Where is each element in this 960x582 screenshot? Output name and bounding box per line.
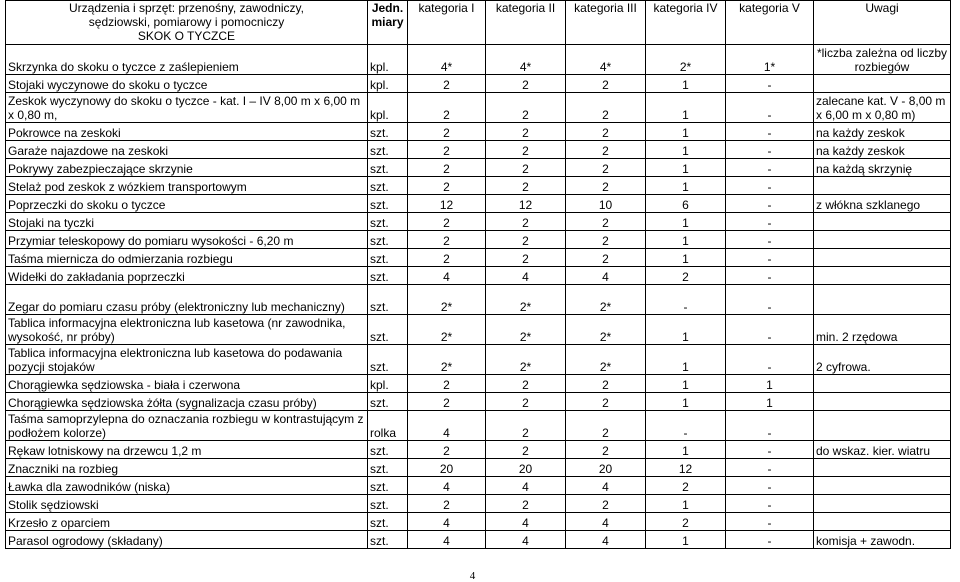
cat2-cell: 2: [486, 123, 566, 141]
cat1-cell: 4*: [408, 45, 486, 75]
notes-cell: *liczba zależna od liczby rozbiegów: [814, 45, 951, 75]
unit-cell: szt.: [368, 477, 408, 495]
cat1-cell: 4: [408, 477, 486, 495]
equipment-name: Stolik sędziowski: [6, 495, 368, 513]
notes-cell: na każdą skrzynię: [814, 159, 951, 177]
table-row: [6, 231, 951, 249]
cat1-cell: 2: [408, 375, 486, 393]
equipment-name: Stojaki wyczynowe do skoku o tyczce: [6, 75, 368, 93]
notes-cell: [814, 375, 951, 393]
notes-cell: [814, 75, 951, 93]
header-title-line1: Urządzenia i sprzęt: przenośny, zawodniczy,: [69, 1, 304, 15]
cat1-cell: 20: [408, 459, 486, 477]
notes-cell: [814, 285, 951, 315]
cat2-cell: 2: [486, 495, 566, 513]
equipment-name: Taśma miernicza do odmierzania rozbiegu: [6, 249, 368, 267]
notes-cell: [814, 477, 951, 495]
cat1-cell: 2*: [408, 315, 486, 345]
cat4-cell: 1: [646, 93, 726, 123]
unit-cell: szt.: [368, 285, 408, 315]
cat3-cell: 2: [566, 159, 646, 177]
cat1-cell: 2: [408, 159, 486, 177]
cat2-cell: 2: [486, 141, 566, 159]
cat3-cell: 2: [566, 93, 646, 123]
unit-cell: szt.: [368, 393, 408, 411]
cat5-cell: -: [726, 267, 814, 285]
page-number: 4: [469, 570, 476, 582]
cat3-cell: 10: [566, 195, 646, 213]
notes-cell: [814, 411, 951, 441]
cat3-cell: 4: [566, 267, 646, 285]
notes-cell: [814, 513, 951, 531]
equipment-name: Parasol ogrodowy (składany): [6, 531, 368, 549]
cat3-cell: 2: [566, 495, 646, 513]
unit-cell: szt.: [368, 231, 408, 249]
cat2-cell: 2: [486, 411, 566, 441]
cat4-cell: 2: [646, 477, 726, 495]
cat5-cell: -: [726, 141, 814, 159]
cat2-cell: 4: [486, 267, 566, 285]
equipment-name: Stelaż pod zeskok z wózkiem transportowym: [6, 177, 368, 195]
table-row: [6, 177, 951, 195]
cat3-cell: 2: [566, 441, 646, 459]
cat4-cell: 1: [646, 249, 726, 267]
cat2-cell: 2: [486, 75, 566, 93]
table-row: [6, 195, 951, 213]
equipment-name: Chorągiewka sędziowska żółta (sygnalizacja czasu próby): [6, 393, 368, 411]
notes-cell: zalecane kat. V - 8,00 m x 6,00 m x 0,80 m): [814, 93, 951, 123]
notes-cell: na każdy zeskok: [814, 141, 951, 159]
unit-cell: szt.: [368, 159, 408, 177]
table-row: [6, 495, 951, 513]
equipment-name: Przymiar teleskopowy do pomiaru wysokości - 6,20 m: [6, 231, 368, 249]
cat3-cell: 2: [566, 141, 646, 159]
header-cat3: kategoria III: [566, 1, 646, 45]
unit-cell: szt.: [368, 513, 408, 531]
table-row: [6, 123, 951, 141]
cat3-cell: 4: [566, 513, 646, 531]
cat1-cell: 2*: [408, 285, 486, 315]
equipment-name: Garaże najazdowe na zeskoki: [6, 141, 368, 159]
cat1-cell: 4: [408, 513, 486, 531]
unit-cell: szt.: [368, 123, 408, 141]
cat3-cell: 2: [566, 249, 646, 267]
cat3-cell: 4: [566, 531, 646, 549]
equipment-table: [5, 0, 951, 549]
cat1-cell: 2: [408, 393, 486, 411]
unit-cell: szt.: [368, 495, 408, 513]
equipment-name: Znaczniki na rozbieg: [6, 459, 368, 477]
notes-cell: z włókna szklanego: [814, 195, 951, 213]
cat1-cell: 2: [408, 231, 486, 249]
unit-cell: szt.: [368, 459, 408, 477]
table-row: [6, 411, 951, 441]
cat2-cell: 2*: [486, 285, 566, 315]
cat4-cell: 1: [646, 393, 726, 411]
table-row: [6, 267, 951, 285]
cat4-cell: 2: [646, 267, 726, 285]
table-row: [6, 213, 951, 231]
unit-cell: kpl.: [368, 75, 408, 93]
table-row: [6, 141, 951, 159]
unit-cell: szt.: [368, 315, 408, 345]
cat5-cell: -: [726, 513, 814, 531]
cat2-cell: 2*: [486, 315, 566, 345]
notes-cell: [814, 495, 951, 513]
cat5-cell: -: [726, 411, 814, 441]
cat5-cell: -: [726, 315, 814, 345]
equipment-name: Tablica informacyjna elektroniczna lub kasetowa do podawania pozycji stojaków: [6, 345, 368, 375]
cat4-cell: 6: [646, 195, 726, 213]
cat1-cell: 2: [408, 177, 486, 195]
cat2-cell: 2: [486, 231, 566, 249]
header-equipment: [6, 1, 368, 45]
cat5-cell: -: [726, 345, 814, 375]
cat5-cell: -: [726, 213, 814, 231]
unit-cell: kpl.: [368, 375, 408, 393]
cat2-cell: 2: [486, 441, 566, 459]
cat4-cell: -: [646, 411, 726, 441]
cat2-cell: 2: [486, 249, 566, 267]
cat4-cell: 2*: [646, 45, 726, 75]
equipment-name: Pokrowce na zeskoki: [6, 123, 368, 141]
header-notes: Uwagi: [814, 1, 951, 45]
cat2-cell: 12: [486, 195, 566, 213]
cat4-cell: 1: [646, 495, 726, 513]
cat4-cell: 1: [646, 345, 726, 375]
cat3-cell: 2: [566, 393, 646, 411]
header-row: [6, 1, 951, 45]
cat4-cell: 1: [646, 441, 726, 459]
cat3-cell: 2: [566, 231, 646, 249]
cat1-cell: 2: [408, 213, 486, 231]
cat2-cell: 2: [486, 213, 566, 231]
cat3-cell: 2: [566, 375, 646, 393]
cat1-cell: 2: [408, 495, 486, 513]
cat4-cell: 1: [646, 213, 726, 231]
header-section-title: SKOK O TYCZCE: [137, 29, 236, 43]
notes-cell: [814, 267, 951, 285]
header-cat1: kategoria I: [408, 1, 486, 45]
unit-cell: kpl.: [368, 45, 408, 75]
cat3-cell: 2: [566, 123, 646, 141]
cat1-cell: 4: [408, 411, 486, 441]
cat5-cell: -: [726, 231, 814, 249]
notes-cell: [814, 177, 951, 195]
cat1-cell: 12: [408, 195, 486, 213]
cat1-cell: 4: [408, 531, 486, 549]
notes-cell: na każdy zeskok: [814, 123, 951, 141]
equipment-name: Taśma samoprzylepna do oznaczania rozbiegu w kontrastującym z podłożem kolorze): [6, 411, 368, 441]
cat4-cell: 1: [646, 375, 726, 393]
cat2-cell: 4: [486, 513, 566, 531]
cat3-cell: 2: [566, 177, 646, 195]
cat4-cell: 1: [646, 75, 726, 93]
equipment-name: Ławka dla zawodników (niska): [6, 477, 368, 495]
cat3-cell: 2: [566, 411, 646, 441]
cat5-cell: -: [726, 177, 814, 195]
cat4-cell: 1: [646, 159, 726, 177]
cat5-cell: -: [726, 159, 814, 177]
cat1-cell: 2*: [408, 345, 486, 375]
cat3-cell: 4*: [566, 45, 646, 75]
notes-cell: [814, 393, 951, 411]
cat1-cell: 2: [408, 75, 486, 93]
cat3-cell: 2*: [566, 315, 646, 345]
cat3-cell: 20: [566, 459, 646, 477]
notes-cell: [814, 459, 951, 477]
cat1-cell: 2: [408, 93, 486, 123]
notes-cell: [814, 249, 951, 267]
header-cat2: kategoria II: [486, 1, 566, 45]
cat5-cell: 1: [726, 393, 814, 411]
equipment-name: Chorągiewka sędziowska - biała i czerwona: [6, 375, 368, 393]
header-title-line2: sędziowski, pomiarowy i pomocniczy: [88, 15, 285, 29]
notes-cell: komisja + zawodn.: [814, 531, 951, 549]
equipment-name: Skrzynka do skoku o tyczce z zaślepieniem: [6, 45, 368, 75]
unit-cell: szt.: [368, 141, 408, 159]
equipment-name: Poprzeczki do skoku o tyczce: [6, 195, 368, 213]
cat4-cell: 2: [646, 513, 726, 531]
cat5-cell: -: [726, 285, 814, 315]
cat4-cell: 1: [646, 531, 726, 549]
cat3-cell: 2: [566, 213, 646, 231]
cat2-cell: 4: [486, 477, 566, 495]
cat4-cell: 1: [646, 231, 726, 249]
cat5-cell: -: [726, 75, 814, 93]
header-unit: Jedn. miary: [368, 1, 408, 45]
equipment-name: Tablica informacyjna elektroniczna lub kasetowa (nr zawodnika, wysokość, nr próby): [6, 315, 368, 345]
table-row: [6, 477, 951, 495]
header-cat5: kategoria V: [726, 1, 814, 45]
equipment-name: Zegar do pomiaru czasu próby (elektroniczny lub mechaniczny): [6, 285, 368, 315]
cat2-cell: 20: [486, 459, 566, 477]
cat5-cell: 1*: [726, 45, 814, 75]
equipment-name: Widełki do zakładania poprzeczki: [6, 267, 368, 285]
cat5-cell: -: [726, 93, 814, 123]
notes-cell: [814, 231, 951, 249]
table-row: [6, 285, 951, 315]
table-row: [6, 393, 951, 411]
unit-cell: szt.: [368, 531, 408, 549]
cat3-cell: 2*: [566, 285, 646, 315]
table-row: [6, 75, 951, 93]
table-row: [6, 513, 951, 531]
cat5-cell: -: [726, 477, 814, 495]
unit-cell: szt.: [368, 441, 408, 459]
cat2-cell: 4*: [486, 45, 566, 75]
cat5-cell: -: [726, 531, 814, 549]
unit-cell: szt.: [368, 249, 408, 267]
cat4-cell: -: [646, 285, 726, 315]
cat5-cell: -: [726, 495, 814, 513]
cat2-cell: 2: [486, 393, 566, 411]
notes-cell: min. 2 rzędowa: [814, 315, 951, 345]
table-row: [6, 531, 951, 549]
notes-cell: [814, 213, 951, 231]
cat5-cell: 1: [726, 375, 814, 393]
cat2-cell: 2: [486, 93, 566, 123]
cat1-cell: 2: [408, 123, 486, 141]
unit-cell: szt.: [368, 195, 408, 213]
cat4-cell: 1: [646, 123, 726, 141]
cat2-cell: 2*: [486, 345, 566, 375]
cat5-cell: -: [726, 249, 814, 267]
table-row: [6, 375, 951, 393]
cat1-cell: 4: [408, 267, 486, 285]
table-row: [6, 459, 951, 477]
cat1-cell: 2: [408, 141, 486, 159]
unit-cell: kpl.: [368, 93, 408, 123]
header-cat4: kategoria IV: [646, 1, 726, 45]
table-row: [6, 345, 951, 375]
cat2-cell: 2: [486, 375, 566, 393]
cat4-cell: 1: [646, 177, 726, 195]
cat3-cell: 4: [566, 477, 646, 495]
table-row: [6, 249, 951, 267]
cat2-cell: 2: [486, 159, 566, 177]
cat3-cell: 2: [566, 75, 646, 93]
equipment-name: Zeskok wyczynowy do skoku o tyczce - kat. I – IV 8,00 m x 6,00 m x 0,80 m,: [6, 93, 368, 123]
table-row: [6, 441, 951, 459]
unit-cell: rolka: [368, 411, 408, 441]
unit-cell: szt.: [368, 177, 408, 195]
table-row: [6, 315, 951, 345]
cat3-cell: 2*: [566, 345, 646, 375]
notes-cell: 2 cyfrowa.: [814, 345, 951, 375]
unit-cell: szt.: [368, 213, 408, 231]
table-row: [6, 159, 951, 177]
cat5-cell: -: [726, 123, 814, 141]
unit-cell: szt.: [368, 267, 408, 285]
cat2-cell: 2: [486, 177, 566, 195]
table-row: [6, 93, 951, 123]
equipment-name: Krzesło z oparciem: [6, 513, 368, 531]
cat5-cell: -: [726, 195, 814, 213]
cat5-cell: -: [726, 459, 814, 477]
unit-cell: szt.: [368, 345, 408, 375]
equipment-name: Rękaw lotniskowy na drzewcu 1,2 m: [6, 441, 368, 459]
cat4-cell: 1: [646, 141, 726, 159]
cat1-cell: 2: [408, 249, 486, 267]
cat1-cell: 2: [408, 441, 486, 459]
notes-cell: do wskaz. kier. wiatru: [814, 441, 951, 459]
cat5-cell: -: [726, 441, 814, 459]
cat2-cell: 4: [486, 531, 566, 549]
cat4-cell: 1: [646, 315, 726, 345]
table-row: [6, 45, 951, 75]
cat4-cell: 12: [646, 459, 726, 477]
equipment-name: Stojaki na tyczki: [6, 213, 368, 231]
equipment-name: Pokrywy zabezpieczające skrzynie: [6, 159, 368, 177]
